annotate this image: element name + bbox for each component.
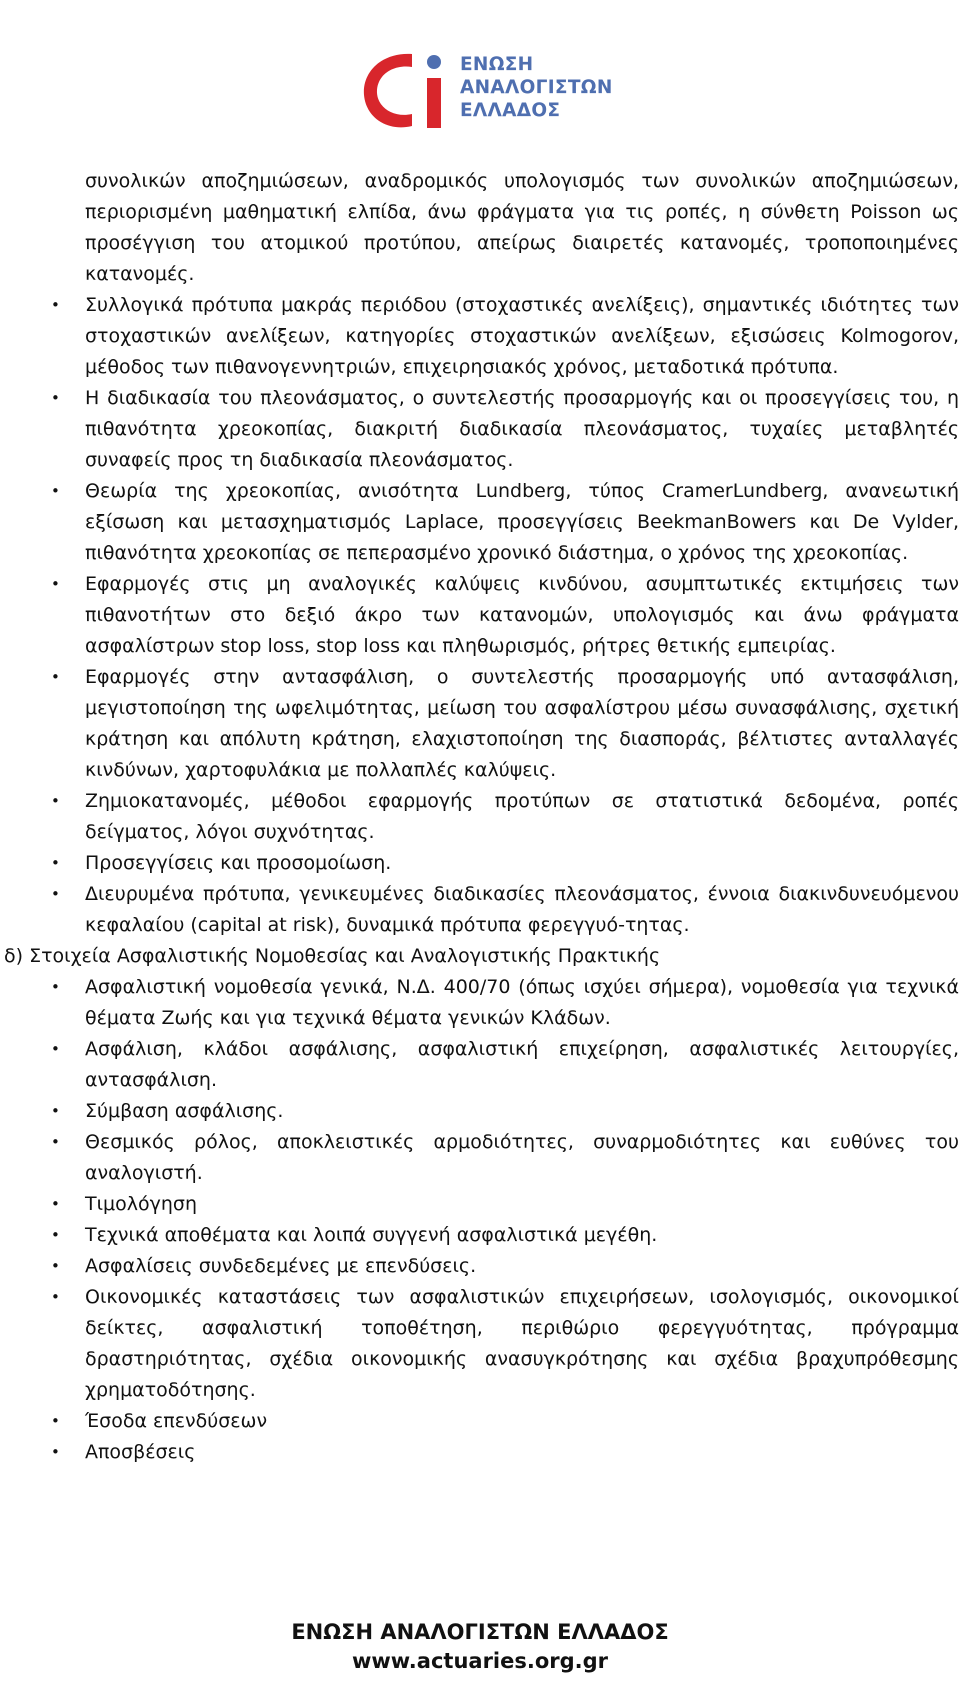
list-item-text: Ασφαλιστική νομοθεσία γενικά, Ν.Δ. 400/70 (όπως ισχύει σήμερα), νομοθεσία για τεχνικά θέματα Ζωής και για τεχνικά θέματα γενικών Κλάδων.	[85, 976, 959, 1029]
bullet-icon: •	[51, 1040, 60, 1058]
list-item-text: Διευρυμένα πρότυπα, γενικευμένες διαδικασίες πλεονάσματος, έννοια διακινδυνευόμενου κεφαλαίου (capital at risk), δυναμικά πρότυπα φερεγγυό-τητας.	[85, 883, 959, 936]
list-item-text: Έσοδα επενδύσεων	[85, 1410, 268, 1432]
list-item-text: Εφαρμογές στην αντασφάλιση, ο συντελεστής προσαρμογής υπό αντασφάλιση, μεγιστοποίηση της ωφελιμότητας, μείωση του ασφαλίστρου μέσω συνασφάλισης, σχετική κράτηση και απόλυτη κράτηση, ελαχιστοποίηση της διασποράς, βέλτιστες ανταλλαγές κινδύνων, χαρτοφυλάκια με πολλαπλές καλύψεις.	[85, 666, 959, 781]
bullet-icon: •	[51, 296, 60, 314]
bullet-icon: •	[51, 1288, 60, 1306]
bullet-icon: •	[51, 1102, 60, 1120]
bullet-icon: •	[51, 1226, 60, 1244]
list-item	[51, 662, 959, 786]
list-item-text: Ζημιοκατανομές, μέθοδοι εφαρμογής προτύπων σε στατιστικά δεδομένα, ροπές δείγματος, λόγοι συχνότητας.	[85, 790, 959, 843]
bullet-icon: •	[51, 668, 60, 686]
bullet-icon: •	[51, 1443, 60, 1461]
bullet-icon: •	[51, 885, 60, 903]
list-item-text: Ασφάλιση, κλάδοι ασφάλισης, ασφαλιστική επιχείρηση, ασφαλιστικές λειτουργίες, αντασφάλιση.	[85, 1038, 959, 1091]
page-header	[0, 0, 960, 135]
bullet-icon: •	[51, 1257, 60, 1275]
list-item-text: Αποσβέσεις	[85, 1441, 196, 1463]
list-item	[51, 848, 959, 879]
bullet-icon: •	[51, 1195, 60, 1213]
list-item-text: Θεσμικός ρόλος, αποκλειστικές αρμοδιότητες, συναρμοδιότητες και ευθύνες του αναλογιστή.	[85, 1131, 959, 1184]
list-item	[51, 1282, 959, 1406]
list-item-text: Τεχνικά αποθέματα και λοιπά συγγενή ασφαλιστικά μεγέθη.	[85, 1224, 658, 1246]
list-item	[51, 1220, 959, 1251]
logo-line-2: ΑΝΑΛΟΓΙΣΤΩΝ	[460, 77, 613, 98]
list-item	[51, 1034, 959, 1096]
list-item	[51, 1127, 959, 1189]
list-item	[51, 1406, 959, 1437]
list-item-text: Σύμβαση ασφάλισης.	[85, 1100, 284, 1122]
list-item-text: Συλλογικά πρότυπα μακράς περιόδου (στοχαστικές ανελίξεις), σημαντικές ιδιότητες των στοχαστικών ανελίξεων, κατηγορίες στοχαστικών ανελίξεων, εξισώσεις Kolmogorov, μέθοδος των πιθανογεννητριών, επιχειρησιακός χρόνος, μεταδοτικά πρότυπα.	[85, 294, 959, 378]
list-item	[51, 569, 959, 662]
bullet-icon: •	[51, 389, 60, 407]
list-item-text: Ασφαλίσεις συνδεδεμένες με επενδύσεις.	[85, 1255, 477, 1277]
bullet-icon: •	[51, 978, 60, 996]
footer-website-link[interactable]: www.actuaries.org.gr	[351, 1649, 609, 1673]
list-item-text: Οικονομικές καταστάσεις των ασφαλιστικών επιχειρήσεων, ισολογισμός, οικονομικοί δείκτες, ασφαλιστική τοποθέτηση, περιθώριο φερεγγυότητας, πρόγραμμα δραστηριότητας, σχέδια οικονομικής ανασυγκρότησης και σχέδια βραχυπρόθεσμης χρηματοδότησης.	[85, 1286, 959, 1401]
logo-mark-icon	[360, 48, 460, 130]
list-item-text: Εφαρμογές στις μη αναλογικές καλύψεις κινδύνου, ασυμπτωτικές εκτιμήσεις των πιθανοτήτων στο δεξιό άκρο των κατανομών, υπολογισμός και άνω φράγματα ασφαλίστρων stop loss, stop loss και πληθωρισμός, ρήτρες θετικής εμπειρίας.	[85, 573, 959, 657]
bullet-icon: •	[51, 1133, 60, 1151]
list-item	[51, 1437, 959, 1468]
list-item	[51, 1189, 959, 1220]
page-footer	[0, 1618, 960, 1676]
list-item	[51, 1096, 959, 1127]
bullet-icon: •	[51, 854, 60, 872]
document-body	[0, 166, 960, 1468]
list-item	[51, 383, 959, 476]
logo-wordmark	[460, 53, 613, 122]
bullet-icon: •	[51, 792, 60, 810]
list-item-text: Η διαδικασία του πλεονάσματος, ο συντελεστής προσαρμογής και οι προσεγγίσεις του, η πιθανότητα χρεοκοπίας, διακριτή διαδικασία πλεονάσματος, τυχαίες μεταβλητές συναφείς προς τη διαδικασία πλεονάσματος.	[85, 387, 959, 471]
section-heading: δ) Στοιχεία Ασφαλιστικής Νομοθεσίας και Αναλογιστικής Πρακτικής	[4, 945, 661, 967]
list-item-text: Τιμολόγηση	[85, 1193, 197, 1215]
organization-logo	[360, 48, 613, 130]
list-item-text: Προσεγγίσεις και προσομοίωση.	[85, 852, 392, 874]
footer-org-name: ΕΝΩΣΗ ΑΝΑΛΟΓΙΣΤΩΝ ΕΛΛΑΔΟΣ	[291, 1620, 669, 1644]
list-item	[51, 476, 959, 569]
intro-paragraph: συνολικών αποζημιώσεων, αναδρομικός υπολογισμός των συνολικών αποζημιώσεων, περιορισμένη μαθηματική ελπίδα, άνω φράγματα για τις ροπές, η σύνθετη Poisson ως προσέγγιση του ατομικού προτύπου, απείρως διαιρετές κατανομές, τροποποιημένες κατανομές.	[85, 170, 959, 285]
list-item-text: Θεωρία της χρεοκοπίας, ανισότητα Lundberg, τύπος CramerLundberg, ανανεωτική εξίσωση και μετασχηματισμός Laplace, προσεγγίσεις BeekmanBowers και De Vylder, πιθανότητα χρεοκοπίας σε πεπερασμένο χρονικό διάστημα, ο χρόνος της χρεοκοπίας.	[85, 480, 959, 564]
bullet-icon: •	[51, 575, 60, 593]
topic-list-b	[0, 972, 960, 1468]
list-item	[51, 1251, 959, 1282]
list-item	[51, 972, 959, 1034]
topic-list-a	[0, 290, 960, 941]
list-item	[51, 290, 959, 383]
bullet-icon: •	[51, 1412, 60, 1430]
logo-line-1: ΕΝΩΣΗ	[460, 54, 534, 75]
list-item	[51, 879, 959, 941]
bullet-icon: •	[51, 482, 60, 500]
logo-line-3: ΕΛΛΑΔΟΣ	[460, 100, 561, 121]
list-item	[51, 786, 959, 848]
